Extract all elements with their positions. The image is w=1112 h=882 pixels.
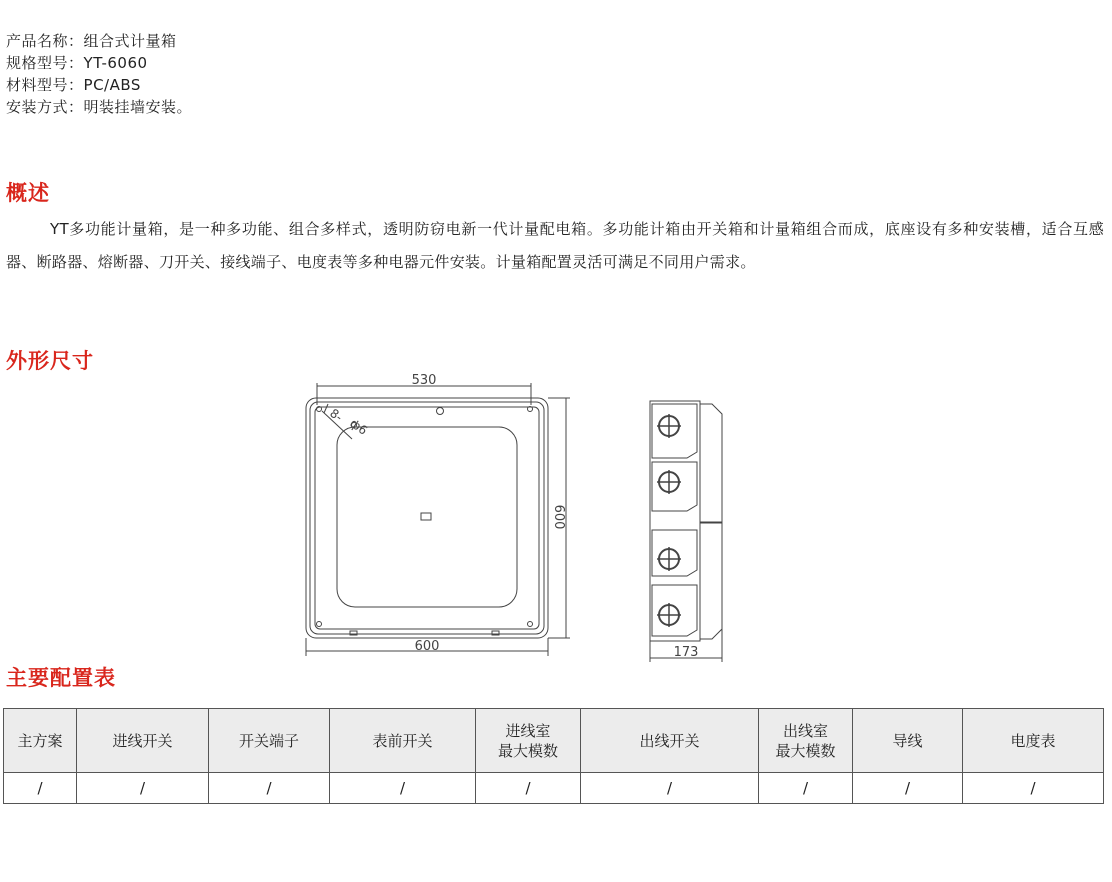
table-cell: / <box>759 773 853 804</box>
spec-label: 材料型号 <box>6 76 69 94</box>
box-window <box>337 427 517 607</box>
spec-line-install: 安装方式：明装挂墙安装。 <box>6 98 193 116</box>
overview-heading: 概述 <box>6 181 50 205</box>
box-panel-border <box>315 407 539 629</box>
hole-diameter-label: ф6 <box>347 415 370 438</box>
table-cell: / <box>4 773 77 804</box>
col-header: 出线室 最大模数 <box>759 709 853 773</box>
corner-hole <box>317 622 322 627</box>
table-cell: / <box>853 773 963 804</box>
dimension-drawing <box>0 360 1112 665</box>
dimensions-heading: 外形尺寸 <box>6 349 94 373</box>
side-module <box>652 404 697 458</box>
box-center-mark <box>421 513 431 520</box>
col-header: 表前开关 <box>330 709 476 773</box>
leader-line <box>324 404 328 413</box>
spec-value: YT-6060 <box>83 54 148 72</box>
overview-text: YT多功能计量箱，是一种多功能、组合多样式，透明防窃电新一代计量配电箱。多功能计箱由开关箱和计量箱组合而成，底座设有多种安装槽，适合互感器、断路器、熔断器、刀开关、接线端子、电度表等多种电器元件安装。计量箱配置灵活可满足不同用户需求。 <box>6 220 1104 271</box>
spec-line-name: 产品名称：组合式计量箱 <box>6 32 177 50</box>
side-view-body <box>650 401 700 641</box>
spec-value: PC/ABS <box>83 76 141 94</box>
spec-label: 规格型号 <box>6 54 69 72</box>
spec-value: 明装挂墙安装。 <box>83 98 193 116</box>
dim-label-right: 600 <box>551 504 566 530</box>
side-module <box>652 585 697 636</box>
side-module <box>652 462 697 511</box>
table-header-row <box>4 709 1104 773</box>
col-header: 进线室 最大模数 <box>476 709 581 773</box>
dim-label-top: 530 <box>411 373 437 388</box>
corner-holes-label: 8- <box>327 405 346 425</box>
corner-hole <box>528 622 533 627</box>
col-header: 开关端子 <box>209 709 330 773</box>
spec-line-material: 材料型号：PC/ABS <box>6 76 141 94</box>
table-row <box>4 773 1104 804</box>
table-cell: / <box>330 773 476 804</box>
side-module <box>652 530 697 576</box>
col-header: 导线 <box>853 709 963 773</box>
col-header: 出线开关 <box>581 709 759 773</box>
box-frame-inner <box>310 402 544 634</box>
spec-label: 安装方式 <box>6 98 69 116</box>
table-cell: / <box>209 773 330 804</box>
config-heading: 主要配置表 <box>6 666 116 690</box>
col-header: 电度表 <box>963 709 1104 773</box>
spec-label: 产品名称 <box>6 32 69 50</box>
table-cell: / <box>77 773 209 804</box>
col-header: 进线开关 <box>77 709 209 773</box>
config-table <box>3 708 1104 804</box>
overview-paragraph <box>6 213 1104 279</box>
dim-label-depth: 173 <box>673 645 699 660</box>
col-header: 主方案 <box>4 709 77 773</box>
table-cell: / <box>963 773 1104 804</box>
dim-label-bottom: 600 <box>414 639 440 654</box>
top-hole <box>437 408 444 415</box>
spec-value: 组合式计量箱 <box>83 32 177 50</box>
table-cell: / <box>476 773 581 804</box>
table-cell: / <box>581 773 759 804</box>
spec-line-model: 规格型号：YT-6060 <box>6 54 148 72</box>
